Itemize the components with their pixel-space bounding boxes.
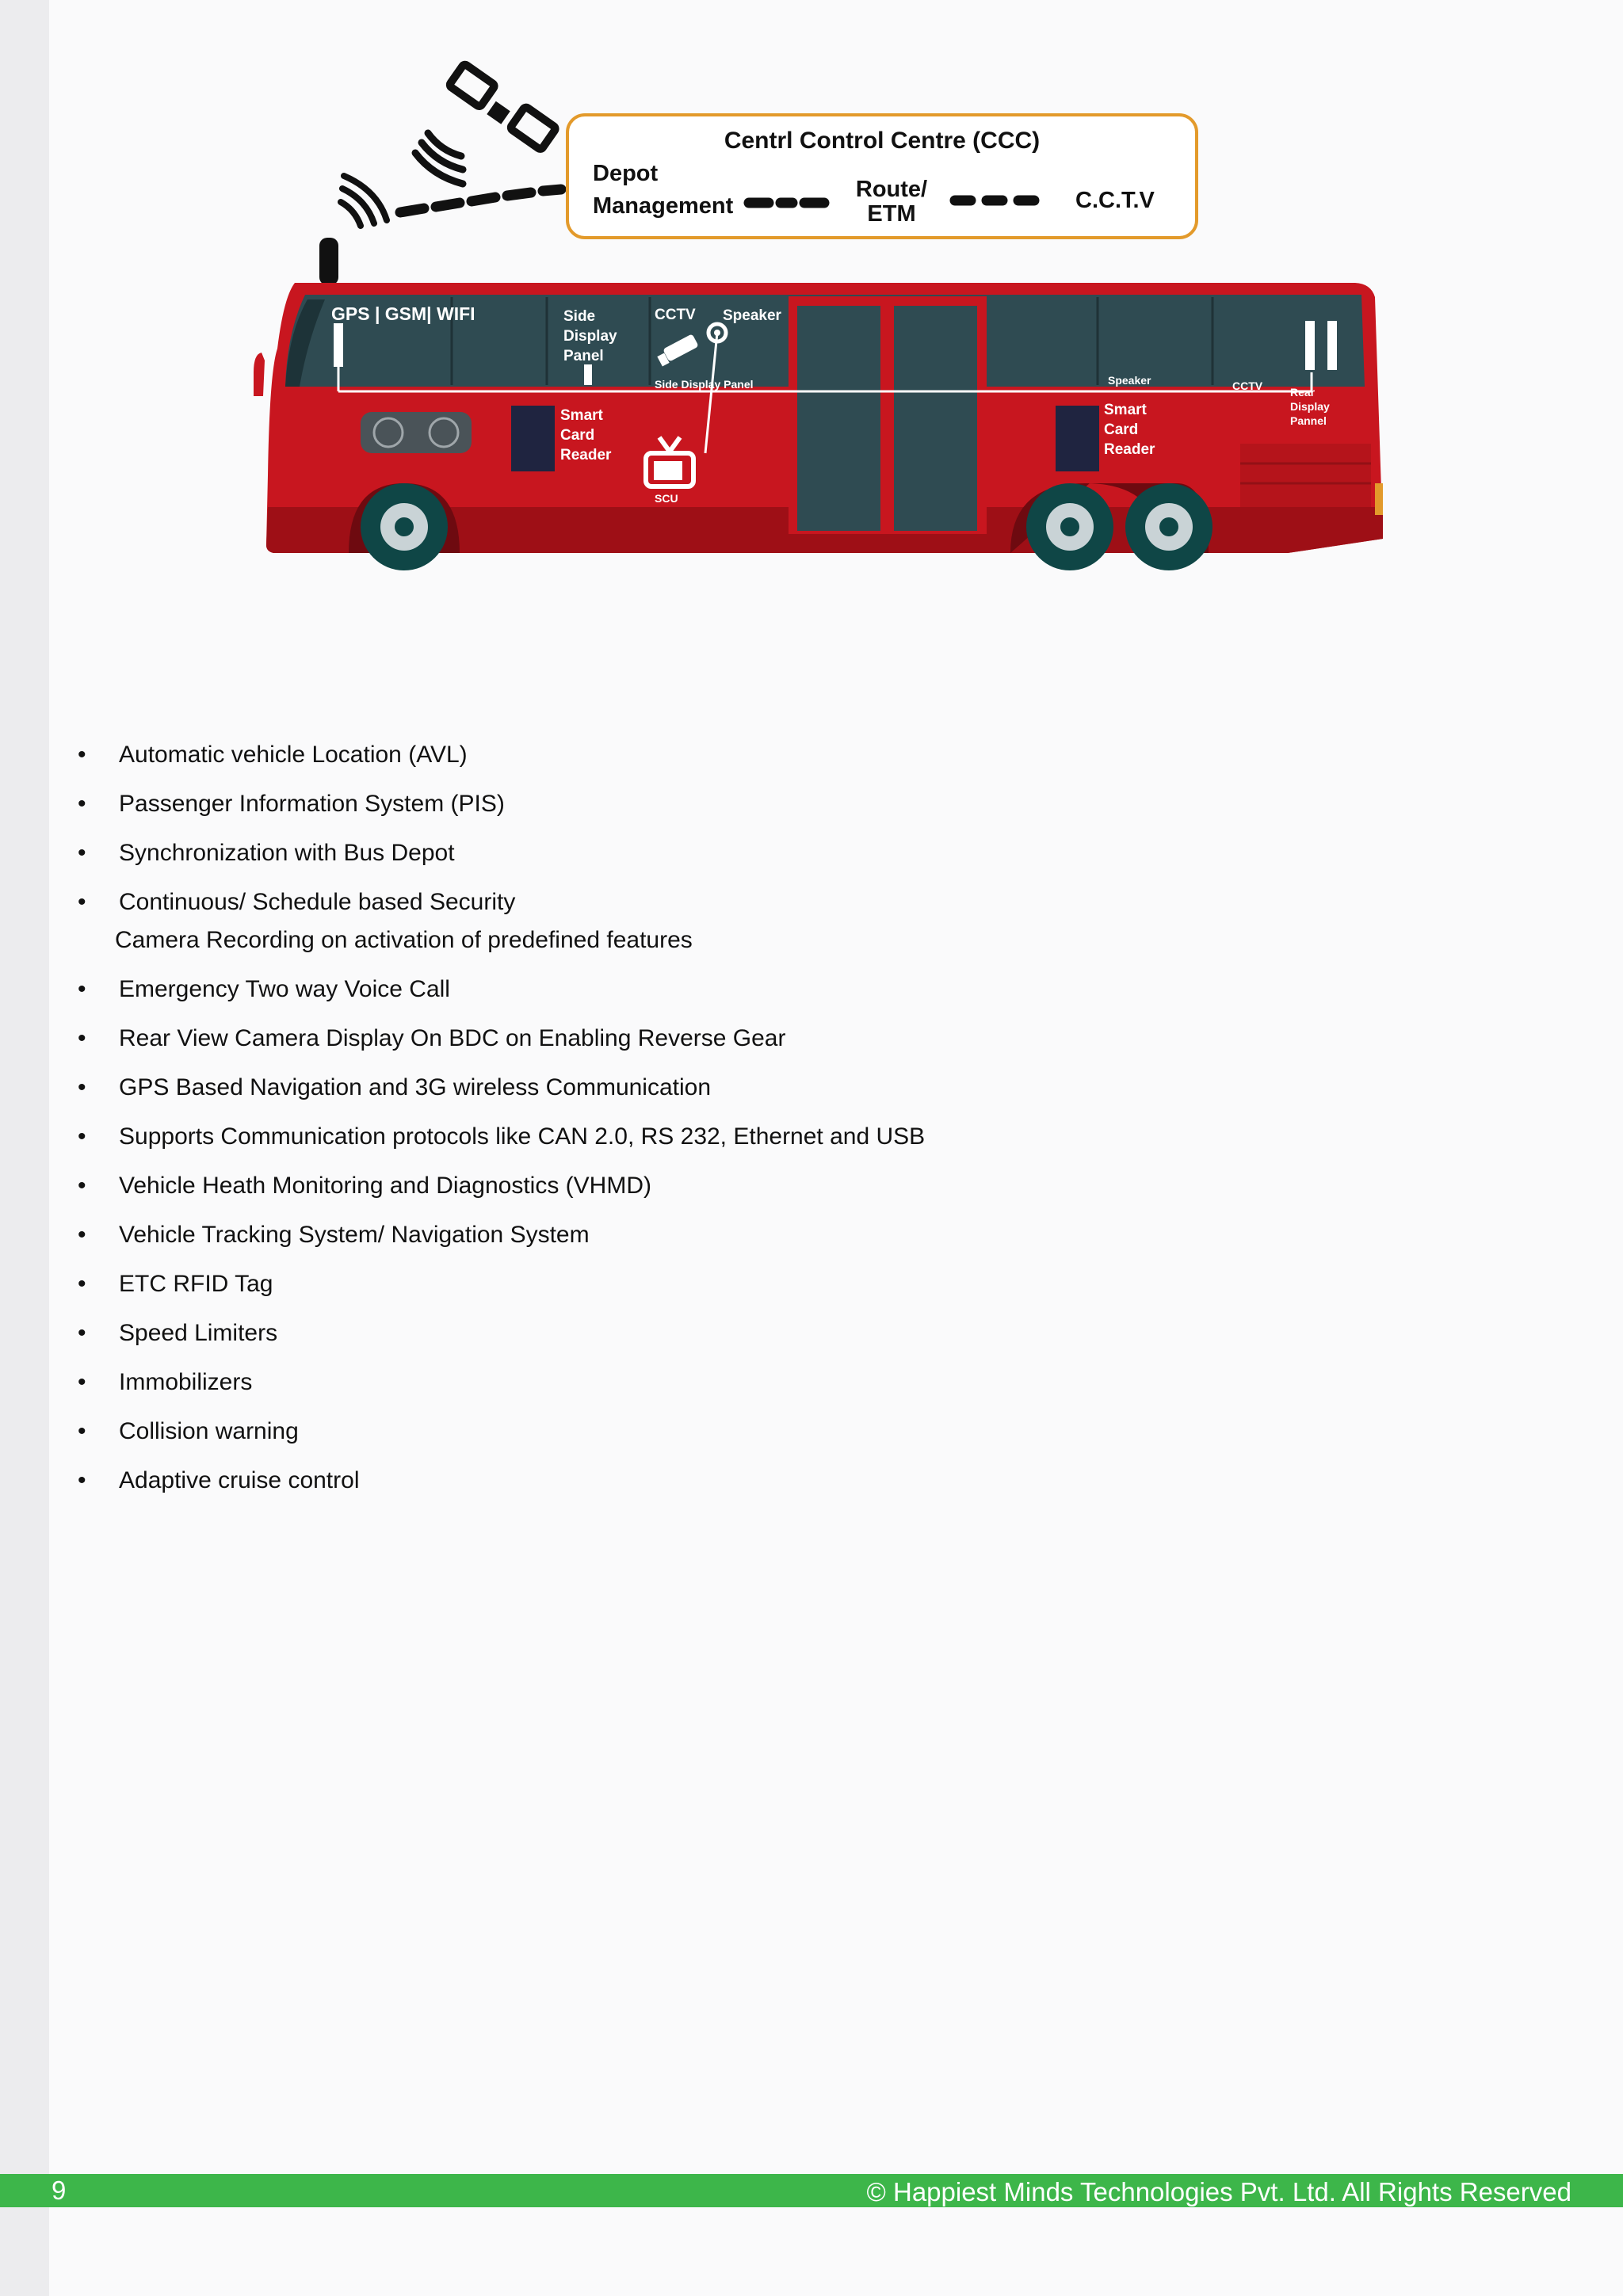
feature-item: [75, 741, 925, 769]
feature-text: Collision warning: [119, 1418, 299, 1444]
gps-gsm-wifi-label: GPS | GSM| WIFI: [331, 303, 475, 324]
feature-text: ETC RFID Tag: [119, 1271, 273, 1297]
feature-item: [75, 1172, 925, 1200]
speaker-front-label: Speaker: [723, 307, 781, 324]
feature-text: Immobilizers: [119, 1369, 253, 1395]
feature-item: [75, 1417, 925, 1446]
feature-text: Emergency Two way Voice Call: [119, 976, 450, 1002]
feature-text-continuation: Camera Recording on activation of predefined features: [115, 927, 693, 953]
cctv-remote-label: C.C.T.V: [1075, 188, 1155, 213]
feature-text: Adaptive cruise control: [119, 1467, 360, 1493]
feature-item: [75, 1074, 925, 1102]
depot-management-label-1: Depot: [593, 161, 659, 186]
scu-label: SCU: [655, 492, 678, 505]
antenna-icon: [319, 238, 338, 285]
ccc-title: Centrl Control Centre (CCC): [724, 128, 1041, 154]
speaker-rear-label: Speaker: [1108, 374, 1151, 387]
side-display-label-1: Side: [563, 308, 596, 325]
feature-text: Passenger Information System (PIS): [119, 791, 505, 817]
feature-text: Supports Communication protocols like CAN 2.0, RS 232, Ethernet and USB: [119, 1123, 926, 1150]
satellite-signal-icon: [415, 133, 463, 184]
feature-text: Rear View Camera Display On BDC on Enabling Reverse Gear: [119, 1025, 786, 1051]
side-display-panel-label: Side Display Panel: [655, 378, 754, 391]
smart-card-front-label-2: Card: [560, 427, 595, 444]
signal-waves-icon: [341, 176, 387, 226]
feature-item: [75, 790, 925, 818]
feature-list: [75, 741, 925, 1516]
depot-management-label-2: Management: [593, 193, 734, 219]
side-display-label-2: Display: [563, 328, 617, 345]
route-etm-label-2: ETM: [867, 201, 916, 227]
page-margin-band: [0, 0, 49, 2296]
smart-card-rear-label-2: Card: [1104, 421, 1139, 438]
smart-card-front-label-1: Smart: [560, 407, 603, 424]
feature-item: [75, 1270, 925, 1299]
bus-system-diagram: [238, 48, 1395, 586]
feature-item: [75, 1221, 925, 1249]
side-display-label-3: Panel: [563, 348, 604, 364]
feature-item: [75, 1466, 925, 1495]
feature-item: [75, 1368, 925, 1397]
feature-item: [75, 839, 925, 868]
cctv-rear-label: CCTV: [1232, 379, 1263, 392]
feature-text: Synchronization with Bus Depot: [119, 840, 455, 866]
rear-display-label-3: Pannel: [1290, 414, 1327, 427]
rear-display-label-1: Rear: [1290, 386, 1316, 399]
page-number: 9: [52, 2176, 67, 2205]
smart-card-rear-label-3: Reader: [1104, 441, 1155, 458]
feature-text: Vehicle Heath Monitoring and Diagnostics (VHMD): [119, 1173, 651, 1199]
feature-item: [75, 888, 925, 955]
feature-text: Automatic vehicle Location (AVL): [119, 742, 468, 768]
feature-item: [75, 1123, 925, 1151]
footer-bar: [0, 2174, 1623, 2207]
route-etm-label-1: Route/: [855, 177, 928, 202]
satellite-icon: [448, 63, 556, 151]
bus-illustration: [254, 283, 1383, 570]
feature-text: Continuous/ Schedule based Security: [119, 889, 516, 915]
smart-card-front-label-3: Reader: [560, 447, 612, 463]
cctv-front-label: CCTV: [655, 307, 696, 323]
feature-item: [75, 975, 925, 1004]
feature-text: Speed Limiters: [119, 1320, 278, 1346]
feature-text: GPS Based Navigation and 3G wireless Communication: [119, 1074, 712, 1100]
smart-card-rear-label-1: Smart: [1104, 402, 1147, 418]
feature-item: [75, 1024, 925, 1053]
feature-text: Vehicle Tracking System/ Navigation System: [119, 1222, 590, 1248]
satellite-link-line: [400, 189, 561, 212]
copyright-notice: © Happiest Minds Technologies Pvt. Ltd. All Rights Reserved: [866, 2177, 1571, 2206]
rear-display-label-2: Display: [1290, 400, 1330, 413]
feature-item: [75, 1319, 925, 1348]
